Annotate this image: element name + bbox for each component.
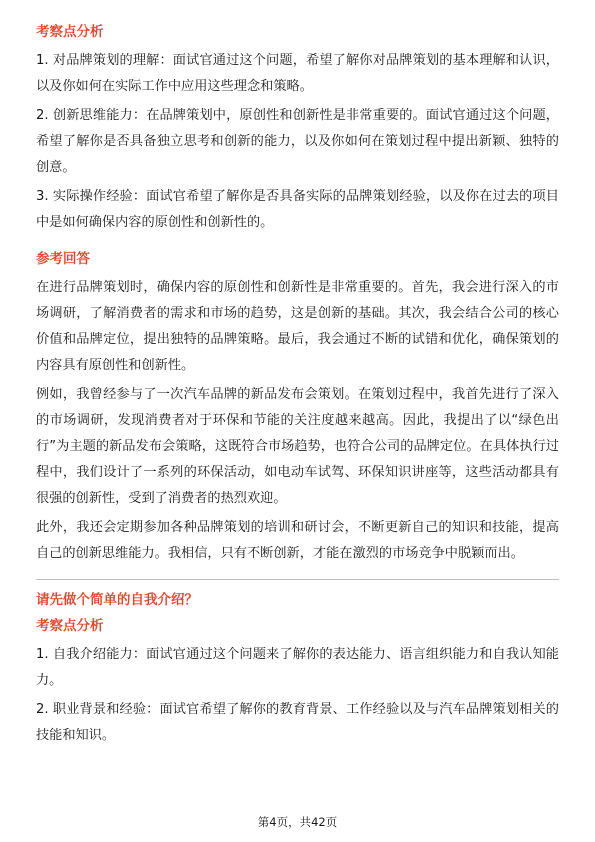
analysis-point-2: 2. 创新思维能力：在品牌策划中，原创性和创新性是非常重要的。面试官通过这个问题，希望了解你是否具备独立思考和创新的能力，以及你如何在策划过程中提出新颖、独特的创意。 xyxy=(36,108,559,175)
page-footer: 第4页，共42页 xyxy=(257,815,338,829)
section-heading-answer: 参考回答 xyxy=(36,251,90,267)
answer-paragraph-3: 此外，我还会定期参加各种品牌策划的培训和研讨会，不断更新自己的知识和技能，提高自己的创新思维能力。我相信，只有不断创新，才能在激烈的市场竞争中脱颖而出。 xyxy=(36,520,559,561)
analysis-point-2-2: 2. 职业背景和经验：面试官希望了解你的教育背景、工作经验以及与汽车品牌策划相关的技能和知识。 xyxy=(36,702,559,743)
section-heading-analysis: 考察点分析 xyxy=(36,24,104,40)
analysis-point-2-1: 1. 自我介绍能力：面试官通过这个问题来了解你的表达能力、语言组织能力和自我认知能力。 xyxy=(36,647,559,688)
section-divider xyxy=(36,579,559,580)
section-heading-analysis-2: 考察点分析 xyxy=(36,618,104,634)
answer-paragraph-2: 例如，我曾经参与了一次汽车品牌的新品发布会策划。在策划过程中，我首先进行了深入的市场调研，发现消费者对于环保和节能的关注度越来越高。因此，我提出了以“绿色出行”为主题的新品发布会策略，这既符合市场趋势，也符合公司的品牌定位。在具体执行过程中，我们设计了一系列的环保活动，如电动车试驾、环保知识讲座等，这些活动都具有很强的创新性，受到了消费者的热烈欢迎。 xyxy=(36,387,559,506)
answer-paragraph-1: 在进行品牌策划时，确保内容的原创性和创新性是非常重要的。首先，我会进行深入的市场调研，了解消费者的需求和市场的趋势，这是创新的基础。其次，我会结合公司的核心价值和品牌定位，提出独特的品牌策略。最后，我会通过不断的试错和优化，确保策划的内容具有原创性和创新性。 xyxy=(36,280,559,373)
analysis-point-3: 3. 实际操作经验：面试官希望了解你是否具备实际的品牌策划经验，以及你在过去的项目中是如何确保内容的原创性和创新性的。 xyxy=(36,189,559,230)
analysis-point-1: 1. 对品牌策划的理解：面试官通过这个问题，希望了解你对品牌策划的基本理解和认识，以及你如何在实际工作中应用这些理念和策略。 xyxy=(36,53,559,94)
question-title: 请先做个简单的自我介绍？ xyxy=(36,592,198,608)
document-page xyxy=(36,22,559,752)
